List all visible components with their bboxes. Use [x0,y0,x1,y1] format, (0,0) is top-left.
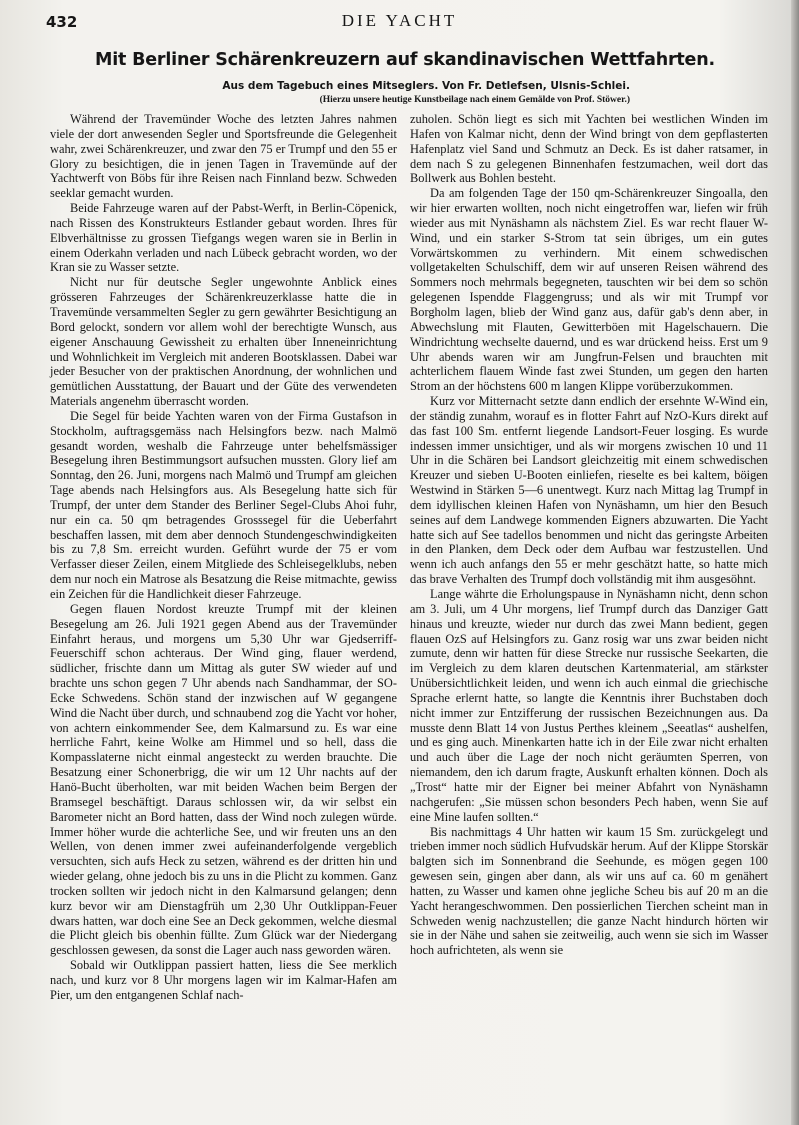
paragraph: Lange währte die Erholungspause in Nynäshamn nicht, denn schon am 3. Juli, um 4 Uhr morgens, lief Trumpf durch das Danziger Gatt hinaus und kreuzte, wieder nur durch das zwei Mann bedient, gegen flauen OzS auf Helsingfors zu. Ganz rosig war uns zwar beiden nicht zumute, denn wir hatten für diese Strecke nur russische Seekarten, die im Vergleich zu dem klaren deutschen Kartenmaterial, am stärkster Unübersichtlichkeit leiden, und wenn ich auch einmal die griechische Sprache erlernt hatte, so langte die Kenntnis ihrer Buchstaben doch nicht immer zur Entzifferung der russischen Bezeichnungen aus. Da musste denn Blatt 14 von Justus Perthes kleinem „Seeatlas“ aushelfen, und es ging auch. Minenkarten hatte ich in der Eile zwar nicht erhalten und auch über die Lage der noch nicht geräumten Sperren, von niemandem, den ich darum fragte, Auskunft erhalten können. Doch als „Trost“ hatte mir der Eigner bei meiner Abfahrt von Nynäshamn nachgerufen: „Sie müssen schon besonders Pech haben, wenn Sie auf eine Mine laufen sollten.“ [410,587,768,824]
left-column [50,112,397,1003]
paragraph-continued: zuholen. Schön liegt es sich mit Yachten bei westlichen Winden im Hafen von Kalmar nicht, denn der Wind bringt von dem gepflasterten Hafenplatz viel Sand und Schmutz an Deck. Es ist daher ratsamer, in dem nach S zu gelegenen Binnenhafen festzumachen, weil dort das Bollwerk aus Bohlen besteht. [410,112,768,186]
paragraph: Nicht nur für deutsche Segler ungewohnte Anblick eines grösseren Fahrzeuges der Schärenkreuzerklasse hatte die in Travemünde versammelten Segler zu gern gewährter Besichtigung an Bord gelockt, sondern vor allem wohl der berechtigte Wunsch, aus eigener Anschauung Gewissheit zu erhalten über Inneneinrichtung und Wohnlichkeit im Vergleich mit anderen Bootsklassen. Dabei war jeder Besucher von der praktischen Anordnung, der wohnlichen und gemütlichen Ausstattung, der Bauart und der Güte des verwendeten Materials angenehm überrascht worden. [50,275,397,409]
paragraph: Gegen flauen Nordost kreuzte Trumpf mit der kleinen Besegelung am 26. Juli 1921 gegen Abend aus der Travemünder Einfahrt heraus, und morgens um 5,30 Uhr war Gjedserriff-Feuerschiff schon achteraus. Der Wind ging, flauer werdend, südlicher, frischte dann um Mittag als guter SW wieder auf und brachte uns schon gegen 7 Uhr abends nach Sandhammar, der SO-Ecke Schwedens. Schön stand der inzwischen auf W gegangene Wind die Nacht über durch, und schnaubend zog die Yacht vor hoher, von achtern einkommender See, dem Kalmarsund zu. Es war eine herrliche Fahrt, keine Wolke am Himmel und so hell, dass die Kompasslaterne nicht einmal angesteckt zu werden brauchte. Die Besatzung einer Schonerbrigg, die wir um 12 Uhr nachts auf der Hanö-Bucht überholten, war mit beiden Wachen beim Bergen der Bramsegel beschäftigt. Daraus schlossen wir, da wir selbst ein Barometer nicht an Bord hatten, dass der Wind noch zulegen würde. Immer höher wurde die achterliche See, und wir freuten uns an den Wellen, von denen immer zwei aufeinanderfolgende vergeblich versuchten, sich aufs Heck zu setzen, während es der dritten hin und wieder gelang, ohne jedoch bis zu uns in die Plicht zu kommen. Ganz trocken sollten wir jedoch nicht in den Kalmarsund gelangen; denn kurz bevor wir am Dienstagfrüh um 2,30 Uhr Outklippan-Feuer dwars hatten, war doch eine See an Deck gekommen, welche diesmal die Plicht gleich bis obenhin füllte. Zum Glück war der Niedergang geschlossen gewesen, da sonst die Lager auch nass geworden wären. [50,601,397,958]
article-note: (Hierzu unsere heutige Kunstbeilage nach einem Gemälde von Prof. Stöwer.) [319,95,630,105]
page-edge-shadow [791,0,799,1125]
page-number: 432 [46,13,78,31]
right-column [410,112,768,958]
article-subtitle: Aus dem Tagebuch eines Mitseglers. Von Fr. Detlefsen, Ulsnis-Schlei. [222,80,630,92]
paragraph: Bis nachmittags 4 Uhr hatten wir kaum 15 Sm. zurückgelegt und trieben immer noch südlich Hufvudskär herum. Auf der Klippe Storskär balgten sich im Sonnenbrand die Seehunde, es mögen gegen 100 gewesen sein, gingen aber dann, als wir uns auf ca. 60 m genähert hatten, zu Wasser und kamen ohne jegliche Scheu bis auf 20 m an die Yacht herangeschwommen. Den possierlichen Tierchen scheint man in Schweden wenig nachzustellen; die ganze Nacht hindurch hörten wir sie in der Nähe und sahen sie zeitweilig, auch wenn sie sich im Wasser hoch aufrichteten, als wenn sie [410,824,768,958]
paragraph: Kurz vor Mitternacht setzte dann endlich der ersehnte W-Wind ein, der ständig zunahm, worauf es in flotter Fahrt auf NzO-Kurs direkt auf das fast 100 Sm. entfernt liegende Landsort-Feuer losging. Es wurde indessen immer unsichtiger, und als wir morgens zwischen 10 und 11 Uhr in die Schären bei Landsort gleichzeitig mit einem schwedischen Kreuzer und sieben U-Booten einliefen, rieselte es bei kaltem, böigen Westwind in Stärken 5—6 unentwegt. Kurz nach Mittag lag Trumpf in dem idyllischen kleinen Hafen von Nynäshamn, um hier den Besuch seines auf dem Landwege kommenden Eigners abzuwarten. Die Yacht hatte sich auf See tadellos benommen und nicht das geringste Arbeiten in den Planken, dem Deck oder dem Aufbau war festzustellen. Und wenn ich auch anfangs den 55 er mehr geschätzt hatte, so hatte mich das brave Verhalten des Trumpf doch vollständig mit ihm ausgesöhnt. [410,394,768,587]
article-title: Mit Berliner Schärenkreuzern auf skandinavischen Wettfahrten. [95,50,715,70]
paragraph: Die Segel für beide Yachten waren von der Firma Gustafson in Stockholm, auftragsgemäss nach Helsingfors bezw. nach Malmö gesandt worden, weshalb die Fahrzeuge unter behelfsmässiger Besegelung ihren Bestimmungsort aufsuchen mussten. Glory lief am Sonntag, den 26. Juni, morgens nach Malmö und Trumpf am gleichen Tage abends nach Helsingfors aus. Als Besegelung hatte sich für Trumpf, der unter dem Stander des Berliner Segel-Clubs Ahoi fuhr, nur ein ca. 50 qm betragendes Grosssegel für die Ueberfahrt beschaffen lassen, mit dem aber dennoch Stundengeschwindigkeiten bis zu 7,8 Sm. erreicht wurden. Geführt wurde der 75 er vom Verfasser dieser Zeilen, einem Mitgliede des Schleisegelklubs, neben dem nur noch ein Matrose als Besatzung die Reise mitmachte, gewiss ein Zeichen für die Handlichkeit dieser Fahrzeuge. [50,408,397,601]
paragraph: Während der Travemünder Woche des letzten Jahres nahmen viele der dort anwesenden Segler und Sportsfreunde die Gelegenheit wahr, zwei Schärenkreuzer, und zwar den 75 er Trumpf und den 55 er Glory zu besichtigen, die in jenen Tagen in Travemünde auf der Yachtwerft von Böbs für ihre Reisen nach Finnland bezw. Schweden seeklar gemacht wurden. [50,112,397,201]
paragraph: Beide Fahrzeuge waren auf der Pabst-Werft, in Berlin-Cöpenick, nach Rissen des Konstrukteurs Estlander gebaut worden. Ihres für Elbverhältnisse zu grossen Tiefgangs wegen waren sie in Berlin in einem Oderkahn verladen und nach Lübeck gebracht worden, wo der Kran sie zu Wasser setzte. [50,201,397,275]
paragraph: Da am folgenden Tage der 150 qm-Schärenkreuzer Singoalla, den wir hier erwarten wollten, noch nicht eingetroffen war, liefen wir früh wieder aus mit Nynäshamn als nächstem Ziel. Es war recht flauer W-Wind, und ein starker S-Strom tat sein übriges, um ein gutes Vorwärtskommen zu verhindern. Mit einem schwedischen vollgetakelten Schulschiff, dem wir auf unseren Reisen während des Sommers noch mehrmals begegneten, tauschten wir bei dem so schön gelegenen Ispendde Flaggengruss; und als wir mit Trumpf vor Borgholm lagen, blieb der Wind ganz aus, dafür gab's denn aber, in Abwechslung mit Flauten, Gewitterböen mit Hagelschauern. Die Windrichtung wechselte dauernd, und es war drückend heiss. Erst um 9 Uhr abends waren wir am Jungfrun-Felsen und brauchten mit achterlichem flauem Winde fast zwei Stunden, um gegen den harten Strom an der höchstens 600 m langen Klippe vorüberzukommen. [410,186,768,394]
running-title: DIE YACHT [341,11,458,30]
paragraph: Sobald wir Outklippan passiert hatten, liess die See merklich nach, und kurz vor 8 Uhr morgens lagen wir im Kalmar-Hafen am Pier, um den entgangenen Schlaf nach- [50,958,397,1002]
